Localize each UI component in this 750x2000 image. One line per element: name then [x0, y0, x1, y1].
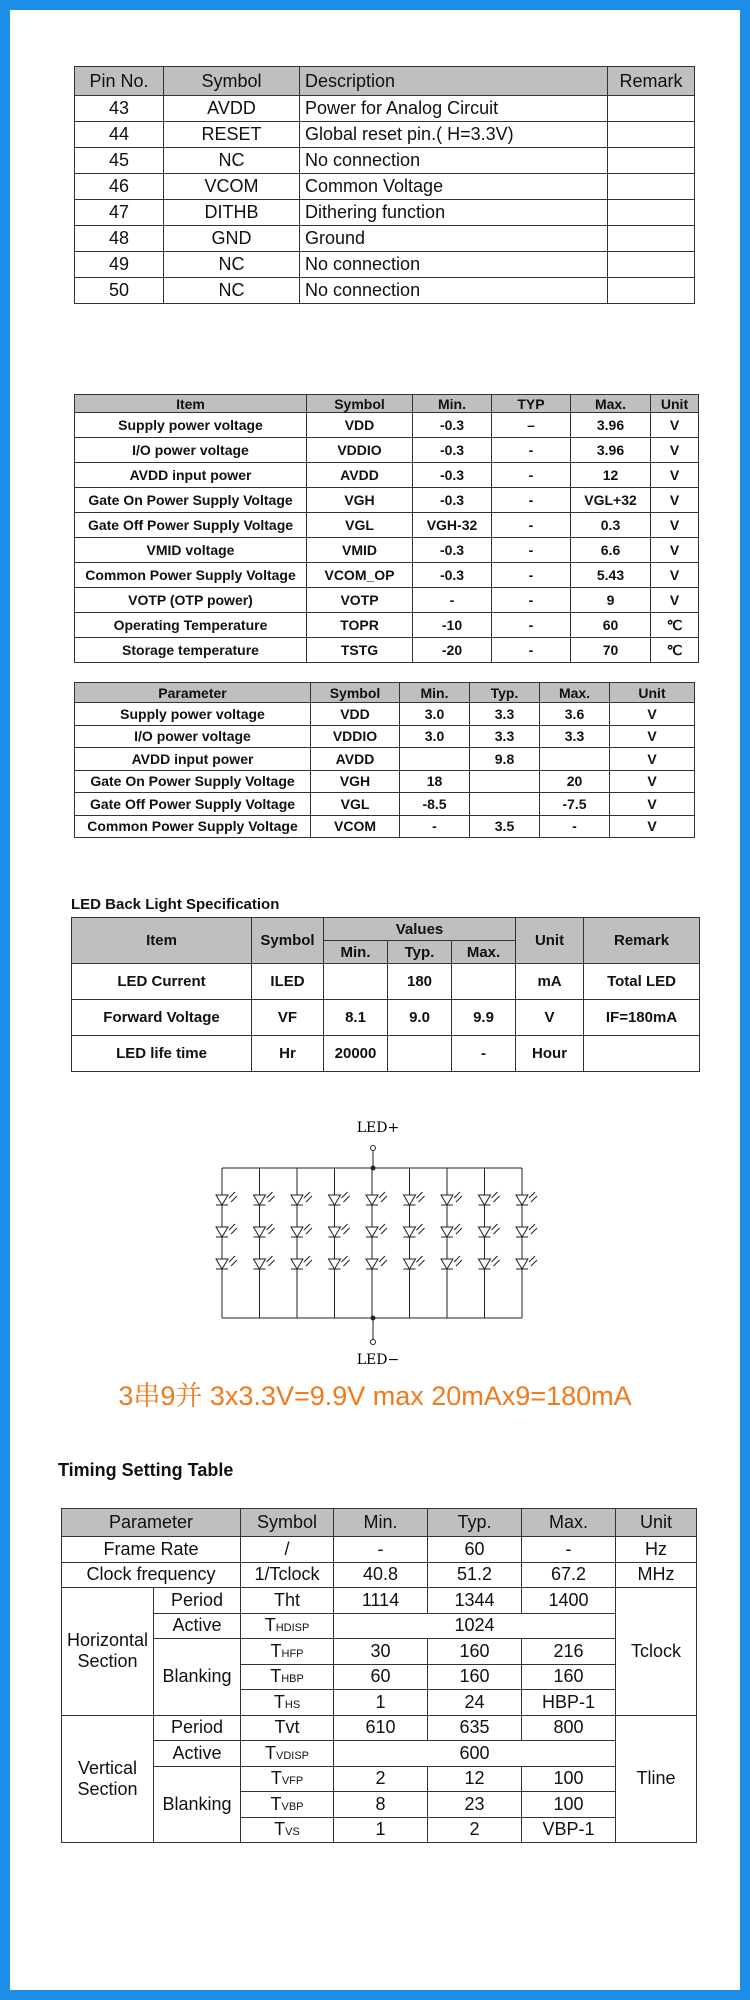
led-emission-arrows — [342, 1224, 350, 1234]
table-cell — [608, 122, 695, 148]
table-row — [75, 488, 699, 513]
table-cell: GND — [164, 226, 300, 252]
table-row: Active THDISP 1024 — [62, 1613, 697, 1639]
led-emission-arrows — [267, 1192, 275, 1202]
led-emission-arrows — [417, 1192, 425, 1202]
table-row — [75, 725, 695, 748]
col-min: Min. — [334, 1509, 428, 1537]
table-cell: V — [516, 1000, 584, 1036]
pin-table — [74, 66, 695, 304]
led-diode — [404, 1227, 416, 1237]
table-cell: VDDIO — [307, 438, 413, 463]
table-cell — [388, 1036, 452, 1072]
table-cell: AVDD — [307, 463, 413, 488]
table-row — [75, 252, 695, 278]
table-cell: - — [492, 563, 571, 588]
table-cell — [608, 278, 695, 304]
table-cell: IF=180mA — [584, 1000, 700, 1036]
vertical-section-label: Vertical Section — [62, 1715, 154, 1843]
led-diode — [216, 1195, 228, 1205]
table-cell — [608, 148, 695, 174]
table-cell: Ground — [300, 226, 608, 252]
table-cell: VGL — [307, 513, 413, 538]
table-cell: - — [492, 588, 571, 613]
table-cell: -0.3 — [413, 463, 492, 488]
table-cell: Gate Off Power Supply Voltage — [75, 793, 311, 816]
table-cell: V — [651, 538, 699, 563]
table-cell: No connection — [300, 148, 608, 174]
led-spec-table — [71, 917, 700, 1072]
led-emission-arrows — [342, 1192, 350, 1202]
col-min: Min. — [413, 395, 492, 413]
table-row — [75, 793, 695, 816]
table-cell: NC — [164, 252, 300, 278]
table-cell: I/O power voltage — [75, 725, 311, 748]
col-max: Max. — [522, 1509, 616, 1537]
table-cell: V — [651, 488, 699, 513]
col-max: Max. — [571, 395, 651, 413]
table-cell: Operating Temperature — [75, 613, 307, 638]
table-cell: 9 — [571, 588, 651, 613]
table-cell: 9.0 — [388, 1000, 452, 1036]
table-cell: Power for Analog Circuit — [300, 96, 608, 122]
table-cell: V — [610, 703, 695, 726]
led-emission-arrows — [304, 1256, 312, 1266]
table-cell: V — [610, 793, 695, 816]
table-cell: Supply power voltage — [75, 413, 307, 438]
table-cell: NC — [164, 278, 300, 304]
table-cell: 44 — [75, 122, 164, 148]
led-diode — [291, 1227, 303, 1237]
table-cell: NC — [164, 148, 300, 174]
col-max: Max. — [452, 941, 516, 964]
table-cell: ℃ — [651, 613, 699, 638]
led-emission-arrows — [492, 1256, 500, 1266]
led-emission-arrows — [529, 1224, 537, 1234]
led-diode — [366, 1195, 378, 1205]
table-cell: - — [492, 438, 571, 463]
table-cell: Forward Voltage — [72, 1000, 252, 1036]
col-parameter: Parameter — [62, 1509, 241, 1537]
table-row — [75, 613, 699, 638]
led-config-caption: 3串9并 3x3.3V=9.9V max 20mAx9=180mA — [118, 1381, 632, 1411]
table-row: THBP 60 160 160 — [62, 1664, 697, 1690]
led-diode — [516, 1227, 528, 1237]
table-row — [72, 1036, 700, 1072]
table-row — [75, 770, 695, 793]
led-diode — [441, 1195, 453, 1205]
table-cell: RESET — [164, 122, 300, 148]
led-diode — [254, 1195, 266, 1205]
table-cell: DITHB — [164, 200, 300, 226]
col-typ: TYP — [492, 395, 571, 413]
led-plus-label: LED+ — [356, 1120, 400, 1136]
table-cell: - — [452, 1036, 516, 1072]
table-cell: 3.5 — [470, 815, 540, 838]
col-max: Max. — [540, 683, 610, 703]
led-emission-arrows — [267, 1256, 275, 1266]
led-diode — [516, 1259, 528, 1269]
table-cell: No connection — [300, 278, 608, 304]
table-cell: 180 — [388, 964, 452, 1000]
table-cell: Global reset pin.( H=3.3V) — [300, 122, 608, 148]
led-emission-arrows — [529, 1256, 537, 1266]
led-emission-arrows — [379, 1256, 387, 1266]
led-emission-arrows — [229, 1256, 237, 1266]
table-row — [75, 563, 699, 588]
col-symbol: Symbol — [311, 683, 400, 703]
col-symbol: Symbol — [307, 395, 413, 413]
cathode-terminal — [371, 1340, 376, 1345]
led-emission-arrows — [492, 1192, 500, 1202]
table-cell: VCOM — [164, 174, 300, 200]
table-cell: Total LED — [584, 964, 700, 1000]
table-row: Vertical Section Period Tvt 610 635 800 Tline — [62, 1715, 697, 1741]
led-emission-arrows — [379, 1192, 387, 1202]
table-cell: VF — [252, 1000, 324, 1036]
table-cell: 5.43 — [571, 563, 651, 588]
table-cell — [608, 252, 695, 278]
table-cell: 49 — [75, 252, 164, 278]
table-row — [75, 438, 699, 463]
table-cell: AVDD input power — [75, 748, 311, 771]
table-cell: VGL+32 — [571, 488, 651, 513]
table-cell: 20000 — [324, 1036, 388, 1072]
table-cell: V — [610, 725, 695, 748]
table-cell: 3.0 — [400, 725, 470, 748]
table-row — [75, 815, 695, 838]
table-cell: AVDD input power — [75, 463, 307, 488]
table-row — [75, 513, 699, 538]
table-cell — [470, 793, 540, 816]
table-cell: 47 — [75, 200, 164, 226]
table-row — [75, 538, 699, 563]
table-header-row — [75, 67, 695, 96]
table-cell: I/O power voltage — [75, 438, 307, 463]
table-cell: 46 — [75, 174, 164, 200]
table-row: Frame Rate / - 60 - Hz — [62, 1537, 697, 1563]
table-cell: 3.0 — [400, 703, 470, 726]
led-emission-arrows — [417, 1256, 425, 1266]
col-min: Min. — [324, 941, 388, 964]
table-cell: - — [492, 488, 571, 513]
led-emission-arrows — [304, 1224, 312, 1234]
table-cell: -20 — [413, 638, 492, 663]
table-cell: Common Power Supply Voltage — [75, 563, 307, 588]
table-cell: VDDIO — [311, 725, 400, 748]
col-parameter: Parameter — [75, 683, 311, 703]
table-row — [75, 122, 695, 148]
col-min: Min. — [400, 683, 470, 703]
table-cell: VGL — [311, 793, 400, 816]
table-cell — [608, 174, 695, 200]
led-diode — [516, 1195, 528, 1205]
table-cell: V — [610, 748, 695, 771]
table-row: Clock frequency 1/Tclock 40.8 51.2 67.2 MHz — [62, 1562, 697, 1588]
led-emission-arrows — [229, 1192, 237, 1202]
table-cell: -0.3 — [413, 538, 492, 563]
led-emission-arrows — [454, 1256, 462, 1266]
table-cell: mA — [516, 964, 584, 1000]
table-cell: VDD — [311, 703, 400, 726]
led-emission-arrows — [454, 1224, 462, 1234]
table-cell: 3.3 — [540, 725, 610, 748]
table-row — [75, 463, 699, 488]
table-cell: LED Current — [72, 964, 252, 1000]
table-cell: Hr — [252, 1036, 324, 1072]
led-emission-arrows — [342, 1256, 350, 1266]
led-diode — [254, 1259, 266, 1269]
col-remark: Remark — [608, 67, 695, 96]
col-typ: Typ. — [428, 1509, 522, 1537]
horizontal-unit: Tclock — [616, 1588, 697, 1716]
table-cell: V — [651, 513, 699, 538]
table-cell: -7.5 — [540, 793, 610, 816]
col-symbol: Symbol — [164, 67, 300, 96]
table-cell — [584, 1036, 700, 1072]
table-cell: Hour — [516, 1036, 584, 1072]
table-cell: 6.6 — [571, 538, 651, 563]
table-cell: 43 — [75, 96, 164, 122]
led-emission-arrows — [417, 1224, 425, 1234]
table-cell: 45 — [75, 148, 164, 174]
led-diode — [254, 1227, 266, 1237]
table-cell: -8.5 — [400, 793, 470, 816]
table-cell: Dithering function — [300, 200, 608, 226]
table-row — [75, 413, 699, 438]
table-cell: 12 — [571, 463, 651, 488]
table-cell — [608, 200, 695, 226]
table-cell: -0.3 — [413, 438, 492, 463]
table-cell: 3.3 — [470, 725, 540, 748]
recommended-operating-table — [74, 682, 695, 838]
table-row — [72, 1000, 700, 1036]
led-diode — [291, 1259, 303, 1269]
table-cell: -0.3 — [413, 413, 492, 438]
table-cell: VCOM_OP — [307, 563, 413, 588]
table-cell: 8.1 — [324, 1000, 388, 1036]
table-cell: 9.8 — [470, 748, 540, 771]
col-typ: Typ. — [388, 941, 452, 964]
led-diode — [479, 1259, 491, 1269]
table-cell: VCOM — [311, 815, 400, 838]
table-row — [75, 148, 695, 174]
table-cell: AVDD — [164, 96, 300, 122]
table-row — [75, 588, 699, 613]
table-cell — [470, 770, 540, 793]
table-cell: TSTG — [307, 638, 413, 663]
led-diode — [329, 1195, 341, 1205]
table-cell: - — [400, 815, 470, 838]
led-emission-arrows — [379, 1224, 387, 1234]
led-diode — [216, 1259, 228, 1269]
table-cell: -0.3 — [413, 563, 492, 588]
table-cell: Supply power voltage — [75, 703, 311, 726]
table-cell: 18 — [400, 770, 470, 793]
led-emission-arrows — [267, 1224, 275, 1234]
table-cell: VGH — [311, 770, 400, 793]
led-emission-arrows — [229, 1224, 237, 1234]
table-cell: Gate On Power Supply Voltage — [75, 488, 307, 513]
led-diode — [404, 1259, 416, 1269]
table-cell: V — [610, 815, 695, 838]
table-cell: - — [492, 538, 571, 563]
table-row — [75, 96, 695, 122]
table-cell: VGH — [307, 488, 413, 513]
table-cell — [608, 96, 695, 122]
led-minus-label: LED− — [356, 1352, 400, 1368]
table-cell: Common Voltage — [300, 174, 608, 200]
table-cell: 60 — [571, 613, 651, 638]
led-diode — [329, 1227, 341, 1237]
table-cell: ILED — [252, 964, 324, 1000]
table-cell: Common Power Supply Voltage — [75, 815, 311, 838]
col-description: Description — [300, 67, 608, 96]
led-emission-arrows — [529, 1192, 537, 1202]
col-unit: Unit — [651, 395, 699, 413]
timing-title: Timing Setting Table — [58, 1460, 234, 1480]
table-cell: V — [610, 770, 695, 793]
table-cell: 3.96 — [571, 413, 651, 438]
table-cell: VMID — [307, 538, 413, 563]
col-item: Item — [75, 395, 307, 413]
table-cell: -10 — [413, 613, 492, 638]
col-pin-no: Pin No. — [75, 67, 164, 96]
table-row: THS 1 24 HBP-1 — [62, 1690, 697, 1716]
table-row — [75, 200, 695, 226]
table-cell: - — [540, 815, 610, 838]
table-cell: 3.6 — [540, 703, 610, 726]
led-diode — [291, 1195, 303, 1205]
table-cell: 9.9 — [452, 1000, 516, 1036]
table-cell — [452, 964, 516, 1000]
table-header-row — [75, 683, 695, 703]
table-cell: - — [492, 463, 571, 488]
led-emission-arrows — [454, 1192, 462, 1202]
col-symbol: Symbol — [241, 1509, 334, 1537]
col-unit: Unit — [516, 918, 584, 964]
led-circuit-diagram — [200, 1120, 550, 1370]
table-row — [75, 174, 695, 200]
timing-table — [61, 1508, 697, 1843]
col-item: Item — [72, 918, 252, 964]
table-cell: No connection — [300, 252, 608, 278]
col-symbol: Symbol — [252, 918, 324, 964]
table-row: Blanking THFP 30 160 216 — [62, 1639, 697, 1665]
table-cell: VOTP — [307, 588, 413, 613]
anode-terminal — [371, 1146, 376, 1151]
table-header-row — [72, 918, 700, 941]
anode-junction — [371, 1166, 375, 1170]
absolute-max-table — [74, 394, 699, 663]
led-diode — [329, 1259, 341, 1269]
led-emission-arrows — [304, 1192, 312, 1202]
table-row: Active TVDISP 600 — [62, 1741, 697, 1767]
col-values: Values — [324, 918, 516, 941]
table-cell: VGH-32 — [413, 513, 492, 538]
table-row — [75, 703, 695, 726]
table-cell: ℃ — [651, 638, 699, 663]
table-cell: 3.3 — [470, 703, 540, 726]
table-cell: 70 — [571, 638, 651, 663]
led-diode — [479, 1195, 491, 1205]
table-cell: 3.96 — [571, 438, 651, 463]
table-row — [75, 748, 695, 771]
table-cell: 50 — [75, 278, 164, 304]
table-cell — [540, 748, 610, 771]
table-cell: Storage temperature — [75, 638, 307, 663]
table-row — [75, 226, 695, 252]
col-typ: Typ. — [470, 683, 540, 703]
table-cell: 20 — [540, 770, 610, 793]
col-unit: Unit — [610, 683, 695, 703]
table-header-row — [62, 1509, 697, 1537]
table-cell — [608, 226, 695, 252]
table-cell: Gate Off Power Supply Voltage — [75, 513, 307, 538]
col-remark: Remark — [584, 918, 700, 964]
table-cell — [400, 748, 470, 771]
table-cell: AVDD — [311, 748, 400, 771]
table-cell: 48 — [75, 226, 164, 252]
table-cell: -0.3 — [413, 488, 492, 513]
table-cell: - — [492, 638, 571, 663]
table-cell: LED life time — [72, 1036, 252, 1072]
table-cell: VMID voltage — [75, 538, 307, 563]
led-emission-arrows — [492, 1224, 500, 1234]
led-diode — [366, 1259, 378, 1269]
led-diode — [441, 1227, 453, 1237]
table-cell: – — [492, 413, 571, 438]
table-row: TVS 1 2 VBP-1 — [62, 1817, 697, 1843]
table-cell: V — [651, 413, 699, 438]
table-row — [72, 964, 700, 1000]
led-diode — [366, 1227, 378, 1237]
table-cell — [324, 964, 388, 1000]
table-cell: VOTP (OTP power) — [75, 588, 307, 613]
table-cell: V — [651, 463, 699, 488]
led-spec-title: LED Back Light Specification — [71, 896, 280, 913]
table-cell: - — [492, 513, 571, 538]
table-row — [75, 278, 695, 304]
table-cell: V — [651, 588, 699, 613]
led-diode — [441, 1259, 453, 1269]
led-diode — [479, 1227, 491, 1237]
vertical-unit: Tline — [616, 1715, 697, 1843]
horizontal-section-label: Horizontal Section — [62, 1588, 154, 1716]
table-row: Horizontal Section Period Tht 1114 1344 1400 Tclock — [62, 1588, 697, 1614]
table-cell: V — [651, 563, 699, 588]
table-row: Blanking TVFP 2 12 100 — [62, 1766, 697, 1792]
table-row: TVBP 8 23 100 — [62, 1792, 697, 1818]
table-cell: - — [413, 588, 492, 613]
table-cell: V — [651, 438, 699, 463]
table-row — [75, 638, 699, 663]
table-header-row — [75, 395, 699, 413]
col-unit: Unit — [616, 1509, 697, 1537]
led-diode — [404, 1195, 416, 1205]
cathode-junction — [371, 1316, 375, 1320]
table-cell: Gate On Power Supply Voltage — [75, 770, 311, 793]
table-cell: - — [492, 613, 571, 638]
table-cell: 0.3 — [571, 513, 651, 538]
table-cell: VDD — [307, 413, 413, 438]
table-cell: TOPR — [307, 613, 413, 638]
led-diode — [216, 1227, 228, 1237]
